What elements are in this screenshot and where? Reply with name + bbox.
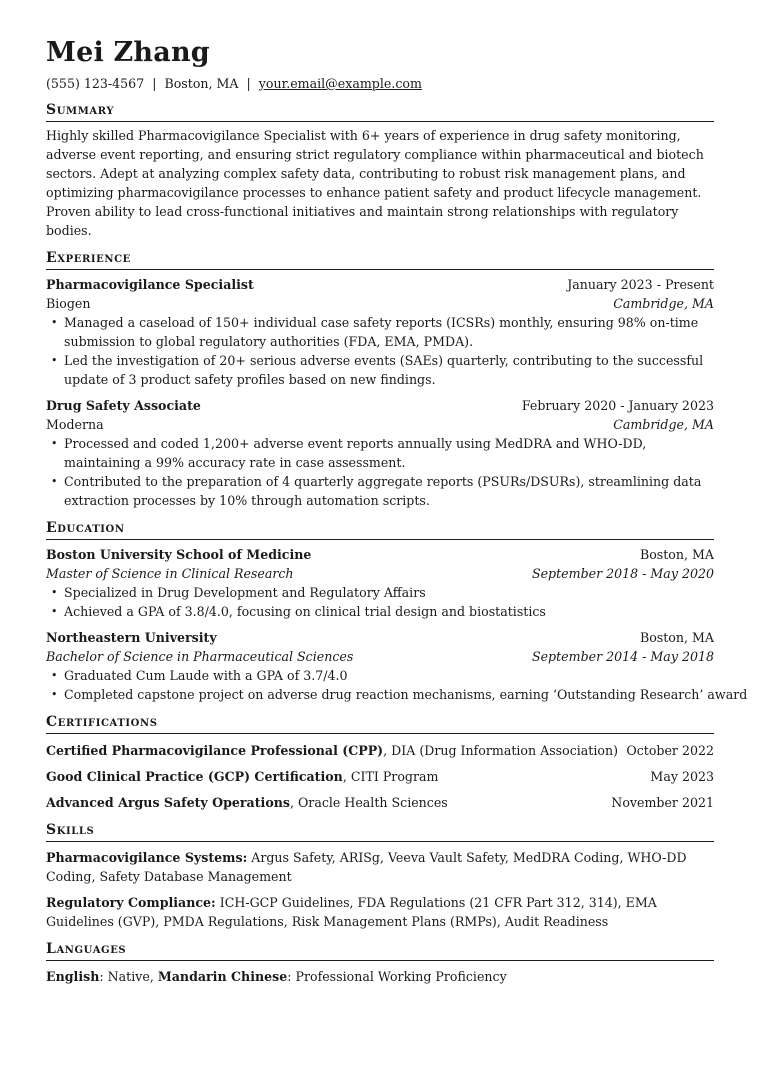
education-dates: September 2014 - May 2018 [531, 649, 714, 664]
job-location: Cambridge, MA [613, 417, 714, 432]
education-entry [46, 628, 748, 704]
bullet-text: Processed and coded 1,200+ adverse event reports annually using MedDRA and WHO-DD, maintaining a 99% accuracy rate in case assessment. [64, 436, 647, 470]
certification-date: October 2022 [626, 743, 714, 758]
certification-item [46, 767, 714, 786]
bullet-text: Managed a caseload of 150+ individual case safety reports (ICSRs) monthly, ensuring 98% on-time submission to global regulatory authorities (FDA, EMA, PMDA). [64, 315, 699, 349]
list-item [46, 583, 714, 602]
certification-date: May 2023 [650, 769, 714, 784]
school-name: Boston University School of Medicine [46, 547, 312, 562]
degree-name: Bachelor of Science in Pharmaceutical Sciences [46, 649, 354, 664]
contact-separator: | [152, 76, 157, 91]
certifications-section [46, 713, 714, 812]
job-title: Pharmacovigilance Specialist [46, 277, 254, 292]
section-heading-summary: Summary [46, 101, 714, 122]
contact-line [46, 75, 714, 93]
education-bullets [46, 666, 748, 704]
skill-group [46, 848, 714, 886]
skill-group-text: Argus Safety, ARISg, Veeva Vault Safety, MedDRA Coding, WHO-DD Coding, Safety Database Management [46, 850, 687, 884]
job-dates: February 2020 - January 2023 [521, 398, 714, 413]
company-name: Moderna [46, 417, 104, 432]
candidate-name: Mei Zhang [46, 37, 210, 68]
skill-group-text: ICH-GCP Guidelines, FDA Regulations (21 CFR Part 312, 314), EMA Guidelines (GVP), PMDA Regulations, Risk Management Plans (RMPs), Audit Readiness [46, 895, 657, 929]
email-link[interactable]: your.email@example.com [258, 76, 422, 91]
company-name: Biogen [46, 296, 91, 311]
bullet-icon: • [51, 316, 58, 329]
job-location: Cambridge, MA [613, 296, 714, 311]
experience-section [46, 249, 714, 510]
skill-group [46, 893, 714, 931]
language-level: : Professional Working Proficiency [287, 969, 507, 984]
certification-date: November 2021 [611, 795, 714, 810]
job-title: Drug Safety Associate [46, 398, 201, 413]
list-item [46, 602, 714, 621]
languages-line [46, 967, 714, 986]
section-heading-experience: Experience [46, 249, 714, 270]
bullet-text: Led the investigation of 20+ serious adverse events (SAEs) quarterly, contributing to the successful update of 3 product safety profiles based on new findings. [64, 353, 704, 387]
job-dates: January 2023 - Present [567, 277, 714, 292]
education-section [46, 519, 748, 704]
job-bullets [46, 313, 714, 389]
job-entry [46, 275, 714, 389]
language-level: : Native, [99, 969, 158, 984]
bullet-icon: • [51, 605, 58, 618]
skills-section [46, 821, 714, 931]
school-name: Northeastern University [46, 630, 217, 645]
section-heading-skills: Skills [46, 821, 714, 842]
list-item [46, 666, 714, 685]
phone-number: (555) 123-4567 [46, 76, 145, 91]
certification-name: Advanced Argus Safety Operations [46, 795, 290, 810]
education-bullets [46, 583, 714, 621]
bullet-text: Completed capstone project on adverse drug reaction mechanisms, earning ‘Outstanding Research’ award [64, 687, 748, 702]
certification-item [46, 741, 714, 760]
bullet-icon: • [51, 354, 58, 367]
bullet-icon: • [51, 669, 58, 682]
education-entry [46, 545, 714, 621]
job-entry [46, 396, 714, 510]
language-name: English [46, 969, 100, 984]
certification-issuer: , CITI Program [342, 769, 439, 784]
degree-name: Master of Science in Clinical Research [46, 566, 294, 581]
list-item [46, 685, 748, 704]
bullet-text: Graduated Cum Laude with a GPA of 3.7/4.0 [64, 668, 348, 683]
section-heading-education: Education [46, 519, 714, 540]
list-item [46, 351, 714, 389]
languages-section [46, 940, 714, 986]
language-name: Mandarin Chinese [157, 969, 288, 984]
location: Boston, MA [164, 76, 239, 91]
bullet-text: Contributed to the preparation of 4 quarterly aggregate reports (PSURs/DSURs), streamlining data extraction processes by 10% through automation scripts. [64, 474, 702, 508]
education-dates: September 2018 - May 2020 [531, 566, 714, 581]
certification-issuer: , Oracle Health Sciences [289, 795, 448, 810]
section-heading-languages: Languages [46, 940, 714, 961]
summary-section [46, 101, 714, 240]
skill-group-label: Pharmacovigilance Systems: [46, 850, 248, 865]
list-item [46, 472, 714, 510]
school-location: Boston, MA [639, 547, 714, 562]
section-heading-certifications: Certifications [46, 713, 714, 734]
bullet-icon: • [51, 688, 58, 701]
contact-separator: | [246, 76, 251, 91]
certification-name: Good Clinical Practice (GCP) Certification [46, 769, 343, 784]
certification-item [46, 793, 714, 812]
job-bullets [46, 434, 714, 510]
bullet-text: Achieved a GPA of 3.8/4.0, focusing on clinical trial design and biostatistics [64, 604, 546, 619]
bullet-icon: • [51, 437, 58, 450]
list-item [46, 434, 714, 472]
school-location: Boston, MA [639, 630, 714, 645]
bullet-icon: • [51, 475, 58, 488]
bullet-text: Specialized in Drug Development and Regulatory Affairs [64, 585, 426, 600]
bullet-icon: • [51, 586, 58, 599]
summary-text: Highly skilled Pharmacovigilance Specialist with 6+ years of experience in drug safety monitoring, adverse event reporting, and ensuring strict regulatory compliance within pharmaceutical and biotech sectors. Adept at analyzing complex safety data, contributing to robust risk management plans, and optimizing pharmacovigilance processes to enhance patient safety and product lifecycle management. Proven ability to lead cross-functional initiatives and maintain strong relationships with regulatory bodies. [46, 128, 704, 238]
certification-name: Certified Pharmacovigilance Professional (CPP) [46, 743, 384, 758]
skill-group-label: Regulatory Compliance: [46, 895, 216, 910]
certification-issuer: , DIA (Drug Information Association) [383, 743, 618, 758]
list-item [46, 313, 714, 351]
